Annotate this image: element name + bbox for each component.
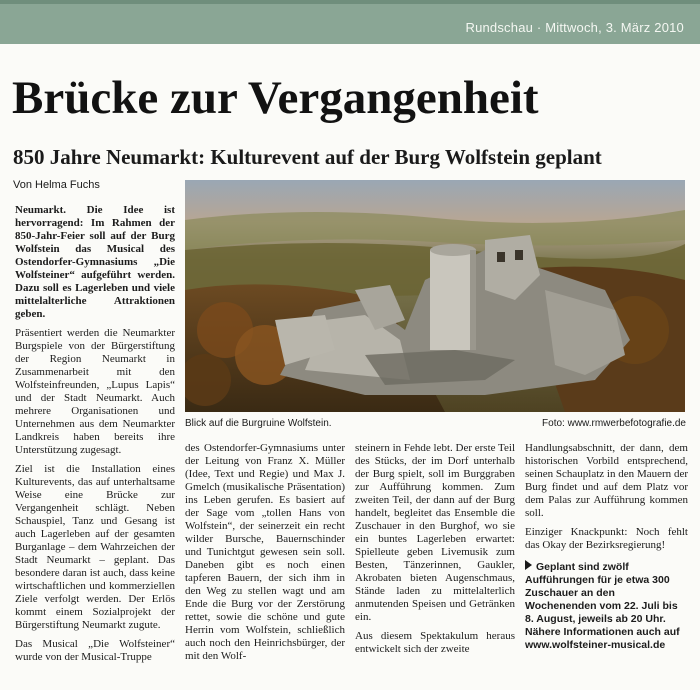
paragraph: Handlungsabschnitt, der dann, dem historischen Vorbild entsprechend, seinen Schauplatz in den Mauern der Burg findet und auf dem Platz vor dem Palas zur Aufführung kommen soll. — [525, 442, 688, 519]
photo-caption: Blick auf die Burgruine Wolfstein. — [185, 418, 332, 429]
paragraph: des Ostendorfer-Gymnasiums unter der Leitung von Franz X. Müller (Idee, Text und Regie) und Max J. Gmelch (musikalische Präsentation) ins Leben gerufen. Es basiert auf der Sage vom „tollen Hans von Wolfstein“, der seinerzeit ein recht wilder Bursche, Bauernschinder und Tunichtgut gewesen sein soll. Daneben gibt es noch einen tapferen Bauern, der sich ihm in den Weg zu stellen wagt und am Ende die Burg vor der Zerstörung rettet, sowie die schöne und gute Herrin vom Wolfstein, schließlich auch noch den Heinrichsbürger, der mit den Wolf- — [185, 442, 345, 662]
lead-paragraph — [15, 204, 175, 321]
column-4 — [525, 442, 688, 690]
masthead-bar — [0, 0, 700, 44]
column-1 — [15, 204, 175, 690]
masthead-rule — [0, 0, 700, 4]
dateline: Neumarkt. — [15, 204, 67, 216]
info-box — [525, 560, 688, 652]
headline: Brücke zur Vergangenheit — [12, 72, 539, 124]
masthead-date: Rundschau · Mittwoch, 3. März 2010 — [465, 20, 684, 35]
info-box-text: Geplant sind zwölf Aufführungen für je etwa 300 Zuschauer an den Wochenenden vom 22. Juli bis 8. August, jeweils ab 20 Uhr. Nähere Informationen auch auf www.wolfsteiner-musical.de — [525, 561, 680, 651]
column-3 — [355, 442, 515, 690]
photo-credit: Foto: www.rmwerbefotografie.de — [542, 418, 686, 429]
subheadline: 850 Jahre Neumarkt: Kulturevent auf der Burg Wolfstein geplant — [13, 145, 602, 169]
column-2 — [185, 442, 345, 690]
paragraph: Einziger Knackpunkt: Noch fehlt das Okay der Bezirksregierung! — [525, 526, 688, 551]
paragraph: Das Musical „Die Wolfsteiner“ wurde von der Musical-Truppe — [15, 638, 175, 663]
lead-text: Die Idee ist hervorragend: Im Rahmen der 850-Jahr-Feier soll auf der Burg Wolfstein das Musical des Ostendorfer-Gymnasiums „Die Wolfsteiner“ aufgeführt werden. Dazu soll es Lagerleben und viele mittelalterliche Attraktionen geben. — [15, 204, 175, 320]
paragraph: Aus diesem Spektakulum heraus entwickelt sich der zweite — [355, 630, 515, 655]
arrow-right-icon — [525, 560, 532, 570]
paragraph: Ziel ist die Installation eines Kulturevents, das auf unterhaltsame Weise eine Brücke zur Vergangenheit schlägt. Neben Schauspiel, Tanz und Gesang ist auch Lagerleben auf der gesamten Burganlage – dem Wahrzeichen der Stadt Neumarkt – geplant. Das besondere daran ist auch, dass keine wirtschaftlichen und kommerziellen Ziele verfolgt werden. Der Erlös kommt einem Sozialprojekt der Bürgerstiftung Neumarkt zugute. — [15, 463, 175, 631]
paragraph: steinern in Fehde lebt. Der erste Teil des Stücks, der im Dorf unterhalb der Burg spielt, soll im Burggraben zur Aufführung kommen. Zum zweiten Teil, der dann auf der Burg handelt, begleitet das Ensemble die Zuschauer in den Burghof, wo sie ein buntes Lagerleben erwartet: Spielleute geben Livemusik zum Besten, Tänzerinnen, Gaukler, Akrobaten bieten Augenschmaus, Stände laden zu mittelalterlich anmutenden Speisen und Getränken ein. — [355, 442, 516, 623]
byline: Von Helma Fuchs — [13, 179, 100, 191]
paragraph: Präsentiert werden die Neumarkter Burgspiele von der Bürgerstiftung der Region Neumarkt in Zusammenarbeit mit den Wolfsteinfreunden, „Lupus Lapis“ und der Stadt Neumarkt. Auch mehrere Organisationen und Unternehmen aus dem Neumarkter Landkreis haben bereits ihre Unterstützung zugesagt. — [15, 327, 175, 456]
castle-photo — [185, 180, 685, 412]
